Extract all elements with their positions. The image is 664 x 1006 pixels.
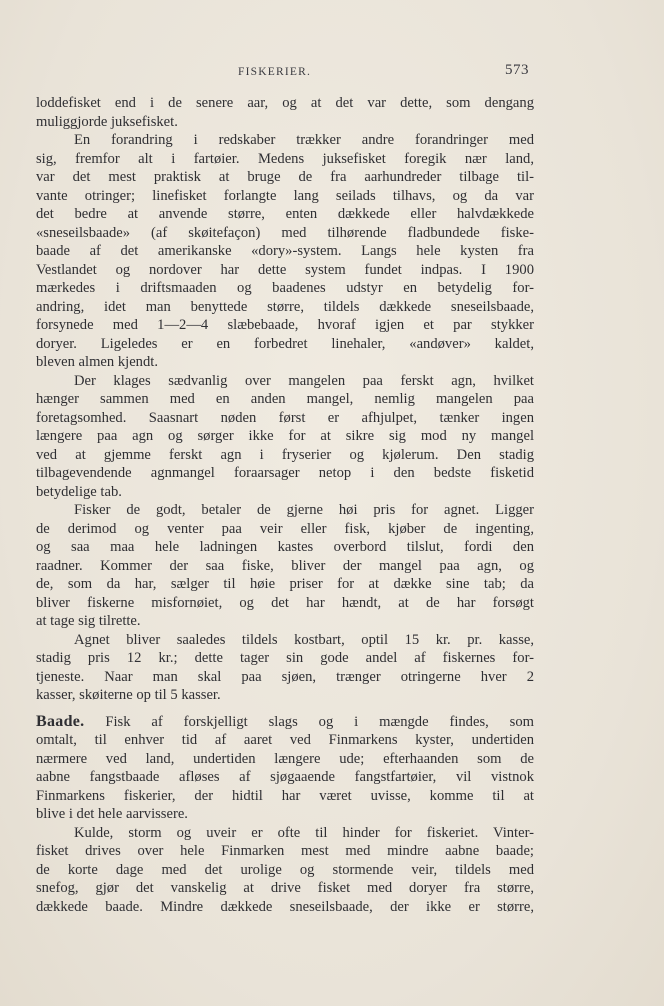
- text-line: Kulde, storm og uveir er ofte til hinder for fiskeriet. Vinter-: [74, 824, 534, 841]
- paragraph: [36, 372, 534, 502]
- text-line: mærkedes i driftsmaaden og baadenes udstyr en betydelig for-: [36, 280, 534, 296]
- text-line: længere paa agn og sørger ikke for at sikre sig mod ny mangel: [36, 428, 534, 444]
- section-baade: [36, 713, 534, 824]
- paragraph: [36, 501, 534, 631]
- text-line: kasser, skøiterne op til 5 kasser.: [36, 687, 221, 703]
- text-line: Fisker de godt, betaler de gjerne høi pris for agnet. Ligger: [74, 502, 534, 518]
- paragraph: [36, 94, 534, 131]
- text-line: forsynede med 1—2—4 slæbebaade, hvoraf igjen et par stykker: [36, 317, 534, 333]
- text-line: doryer. Ligeledes er en forbedret linehaler, «andøver» kaldet,: [36, 335, 534, 352]
- text-line: tilbagevendende agnmangel foraarsager netop i den bedste fisketid: [36, 465, 534, 481]
- text-line: hænger sammen med en anden mangel, nemlig mangelen paa: [36, 391, 534, 407]
- text-line: de derimod og venter paa veir eller fisk, kjøber de ingenting,: [36, 520, 534, 537]
- text-line: vante otringer; linefisket forlangte lang seilads tilhavs, og da var: [36, 187, 534, 204]
- text-line: de korte dage med det urolige og stormende veir, tildels med: [36, 861, 534, 878]
- text-line: dækkede baade. Mindre dækkede sneseilsbaade, der ikke er større,: [36, 898, 534, 915]
- text-line: muliggjorde juksefisket.: [36, 113, 178, 130]
- text-line: «sneseilsbaade» (af skøitefaçon) med tilhørende fladbundede fiske-: [36, 224, 534, 241]
- page-number: 573: [505, 62, 529, 78]
- text-line: at tage sig tilrette.: [36, 613, 141, 629]
- text-line: foretagsomhed. Saasnart nøden først er afhjulpet, tænker ingen: [36, 409, 534, 426]
- text-line: bliver fiskerne misfornøiet, og det har hændt, at de har forsøgt: [36, 594, 534, 611]
- text-line: var det mest praktisk at bruge de fra aarhundreder tilbage til-: [36, 169, 534, 185]
- text-line: blive i det hele aarvissere.: [36, 806, 188, 822]
- text-line: En forandring i redskaber trækker andre forandringer med: [74, 132, 534, 148]
- text-line: Agnet bliver saaledes tildels kostbart, optil 15 kr. pr. kasse,: [74, 631, 534, 648]
- text-line: det bedre at anvende større, enten dækkede eller halvdækkede: [36, 206, 534, 222]
- section-heading: Baade.: [36, 712, 85, 730]
- text-fragment: Fisk af forskjelligt slags og i mængde findes, som: [105, 713, 534, 730]
- section-gap: [36, 705, 534, 713]
- running-head: FISKERIER.: [238, 66, 312, 78]
- text-line: Finmarkens fiskerier, der hidtil har været uvisse, komme til at: [36, 787, 534, 804]
- text-line: omtalt, til enhver tid af aaret ved Finmarkens kyster, undertiden: [36, 732, 534, 748]
- text-line: de, som da har, sælger til høie priser for at dække sine tab; da: [36, 576, 534, 592]
- text-line: baade af det amerikanske «dory»-system. Langs hele kysten fra: [36, 243, 534, 259]
- text-line: loddefisket end i de senere aar, og at det var dette, som dengang: [36, 95, 534, 111]
- page-header: [0, 64, 664, 84]
- text-line: betydelige tab.: [36, 483, 122, 500]
- text-line: tjeneste. Naar man skal paa sjøen, trænger otringerne hver 2: [36, 668, 534, 685]
- text-line: raadner. Kommer der saa fiske, bliver der mangel paa agn, og: [36, 557, 534, 574]
- text-line: fisket drives over hele Finmarken mest med mindre aabne baade;: [36, 843, 534, 859]
- text-line: snefog, gjør det vanskelig at drive fisket med doryer fra større,: [36, 880, 534, 896]
- text-line: Der klages sædvanlig over mangelen paa ferskt agn, hvilket: [74, 372, 534, 389]
- text-line: Vestlandet og nordover har dette system fundet indpas. I 1900: [36, 261, 534, 278]
- text-line: stadig pris 12 kr.; dette tager sin gode andel af fiskernes for-: [36, 650, 534, 666]
- text-line: sig, fremfor alt i fartøier. Medens juksefisket foregik nær land,: [36, 150, 534, 167]
- text-line: og saa maa hele ladningen kastes overbord tilslut, fordi den: [36, 539, 534, 555]
- body-text: [36, 94, 534, 916]
- paragraph: [36, 631, 534, 705]
- text-line: aabne fangstbaade afløses af sjøgaaende fangstfartøier, vil vistnok: [36, 769, 534, 785]
- text-line: andring, idet man benyttede større, tildels dækkede sneseilsbaade,: [36, 298, 534, 315]
- paragraph: [36, 131, 534, 372]
- text-line: ved at gjemme ferskt agn i fryserier og kjølerum. Den stadig: [36, 446, 534, 463]
- paragraph: [36, 824, 534, 917]
- text-line: bleven almen kjendt.: [36, 354, 158, 370]
- text-line-with-heading: [36, 713, 534, 732]
- text-line: nærmere ved land, undertiden længere ude; efterhaanden som de: [36, 750, 534, 767]
